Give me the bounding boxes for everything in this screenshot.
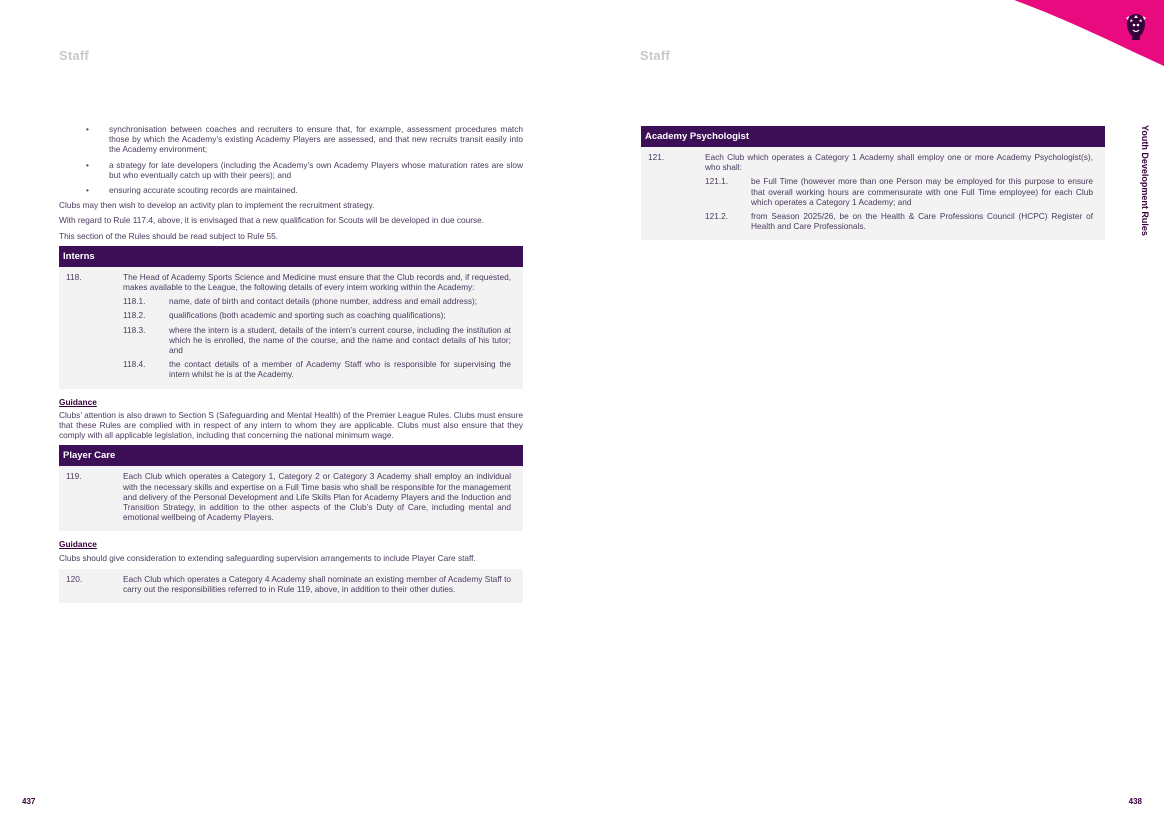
rule-text: The Head of Academy Sports Science and Medicine must ensure that the Club records and, if requested, makes available to the League, the following details of every intern working within the Academy: <box>123 271 511 293</box>
section-label: Staff <box>640 48 670 63</box>
subrule-text: where the intern is a student, details of the intern’s current course, including the institution at which he is enrolled, the name of the course, and the name and contact details of his tutor; and <box>169 324 511 356</box>
player-care-heading: Player Care <box>59 445 523 466</box>
rule-text: Each Club which operates a Category 1, Category 2 or Category 3 Academy shall employ an individual with the necessary skills and expertise on a Full Time basis who shall be responsible for the management and delivery of the Personal Development and Life Skills Plan for Academy Players and the Induction and Transition Strategy, in addition to the other aspects of the Club’s Duty of Care, including mental and emotional wellbeing of Academy Players. <box>123 471 511 523</box>
subrule-118-4 <box>123 359 511 379</box>
list-item <box>59 124 523 155</box>
guidance-text: Clubs should give consideration to extending safeguarding supervision arrangements to include Player Care staff. <box>59 552 476 563</box>
subrule-number: 121.1. <box>705 176 729 187</box>
bullet-glyph: • <box>86 124 89 134</box>
rule-text: Each Club which operates a Category 1 Academy shall employ one or more Academy Psychologist(s), who shall: <box>705 152 1093 173</box>
page-number: 438 <box>1128 797 1142 806</box>
subrule-number: 118.2. <box>123 310 146 321</box>
rule-120-box <box>59 569 523 603</box>
rule-120 <box>66 574 511 594</box>
rule-121 <box>648 152 1093 172</box>
guidance-label: Guidance <box>59 396 97 407</box>
rule-number: 119. <box>66 471 82 482</box>
subrule-number: 118.3. <box>123 324 146 335</box>
subrule-text: be Full Time (however more than one Person may be employed for this purpose to ensure that overall working hours are commensurate with one Full Time employee) for each Club which operates a Category 1 Academy; and <box>751 176 1093 207</box>
interns-rule-box <box>59 267 523 389</box>
premier-league-lion-icon <box>1124 12 1148 42</box>
bullet-text: a strategy for late developers (including the Academy’s own Academy Players whose maturation rates are slow but who eventually catch up with their peers); and <box>109 159 523 180</box>
subrule-number: 118.1. <box>123 296 146 307</box>
rule-118 <box>66 272 511 292</box>
subrule-text: the contact details of a member of Academy Staff who is responsible for supervising the intern whilst he is at the Academy. <box>169 359 511 380</box>
section-label: Staff <box>59 48 89 63</box>
bullet-glyph: • <box>86 159 89 170</box>
paragraph: With regard to Rule 117.4, above, it is envisaged that a new qualification for Scouts will be developed in due course. <box>59 215 485 226</box>
list-item <box>59 160 523 180</box>
psychologist-section <box>641 126 1105 240</box>
subrule-121-1 <box>705 176 1093 207</box>
right-page <box>582 0 1164 826</box>
subrule-text: from Season 2025/26, be on the Health & Care Professions Council (HCPC) Register of Health and Care Professionals. <box>751 211 1093 232</box>
subrule-118-3 <box>123 325 511 356</box>
bullet-text: synchronisation between coaches and recruiters to ensure that, for example, assessment procedures match those by which the Academy’s existing Academy Players are assessed, and that new recruits transit easily into the Academy environment; <box>109 124 523 155</box>
paragraph: Clubs may then wish to develop an activity plan to implement the recruitment strategy. <box>59 200 375 211</box>
subrule-118-2 <box>123 310 511 320</box>
rule-number: 118. <box>66 271 82 282</box>
page-number: 437 <box>22 797 36 806</box>
sidebar-title: Youth Development Rules <box>1140 125 1150 236</box>
bullet-text: ensuring accurate scouting records are maintained. <box>109 185 298 196</box>
subrule-number: 118.4. <box>123 359 146 370</box>
subrule-121-2 <box>705 211 1093 231</box>
interns-heading: Interns <box>59 246 523 267</box>
bullet-list <box>59 124 523 603</box>
rule-text: Each Club which operates a Category 4 Academy shall nominate an existing member of Academy Staff to carry out the responsibilities referred to in Rule 119, above, in addition to their other duties. <box>123 573 511 595</box>
subrule-text: qualifications (both academic and sporting such as coaching qualifications); <box>169 310 446 321</box>
subrule-118-1 <box>123 296 511 306</box>
guidance-text: Clubs’ attention is also drawn to Section S (Safeguarding and Mental Health) of the Premier League Rules. Clubs must ensure that these Rules are complied with in respect of any intern to whom they are applicable. Clubs must also ensure that they comply with all applicable legislation, including that concerning the national minimum wage. <box>59 409 523 441</box>
rule-119 <box>66 471 511 522</box>
rule-number: 120. <box>66 573 83 584</box>
paragraph: This section of the Rules should be read subject to Rule 55. <box>59 230 279 241</box>
player-care-rule-box <box>59 466 523 531</box>
list-item <box>59 185 523 195</box>
psychologist-heading: Academy Psychologist <box>641 126 1105 147</box>
psychologist-rule-box <box>641 147 1105 240</box>
guidance-label: Guidance <box>59 539 97 550</box>
bullet-glyph: • <box>86 185 89 196</box>
subrule-text: name, date of birth and contact details (phone number, address and email address); <box>169 296 478 307</box>
subrule-number: 121.2. <box>705 211 729 222</box>
rule-number: 121. <box>648 152 665 162</box>
